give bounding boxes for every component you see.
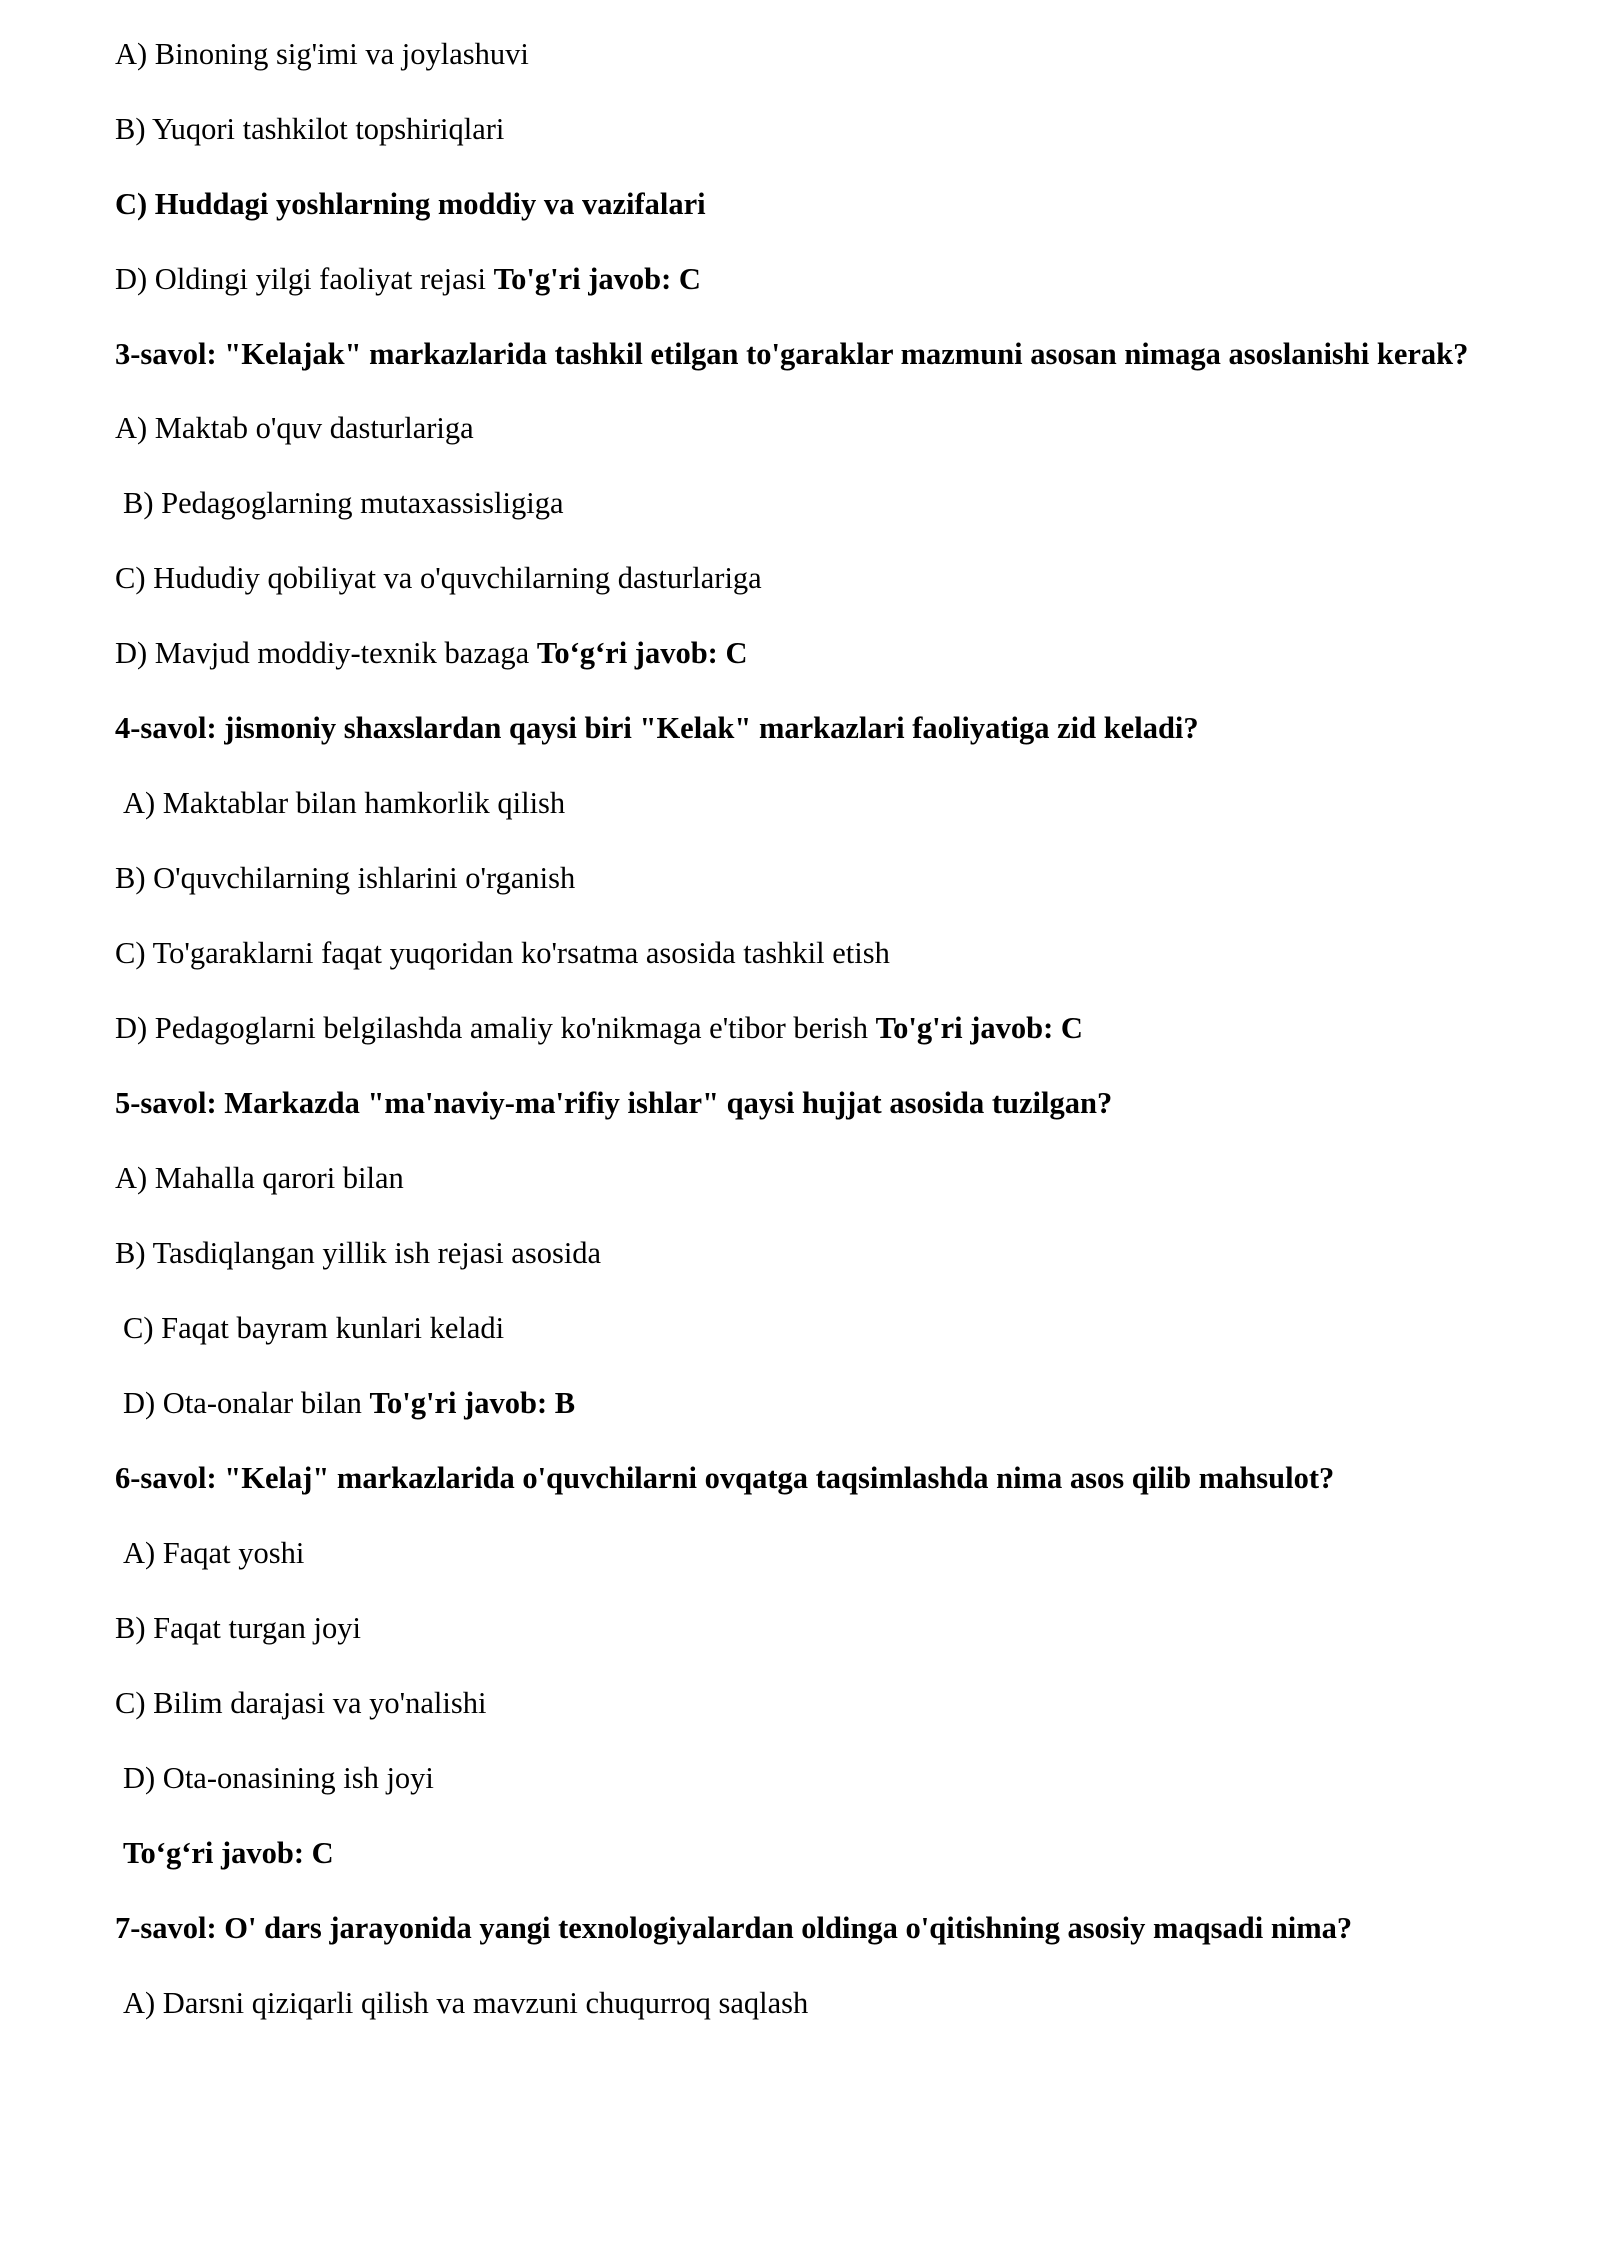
option-d [115,1010,1495,1046]
option-a: A) Maktablar bilan hamkorlik qilish [123,786,566,820]
option-b: B) O'quvchilarning ishlarini o'rganish [115,861,576,895]
question-4: 4-savol: jismoniy shaxslardan qaysi biri "Kelak" markazlari faoliyatiga zid keladi? [115,711,1199,745]
question-7: 7-savol: O' dars jarayonida yangi texnologiyalardan oldinga o'qitishning asosiy maqsadi nima? [115,1911,1353,1945]
option-a: A) Mahalla qarori bilan [115,1161,404,1195]
correct-answer: To‘g‘ri javob: C [536,636,748,670]
option-text: D) Oldingi yilgi faoliyat rejasi [115,262,494,296]
correct-answer: To'g'ri javob: B [369,1386,576,1420]
option-a: A) Binoning sig'imi va joylashuvi [115,37,529,71]
option-d [115,635,1495,671]
correct-answer: To‘g‘ri javob: C [123,1836,334,1870]
option-b: B) Pedagoglarning mutaxassisligiga [123,486,564,520]
option-a: A) Maktab o'quv dasturlariga [115,411,474,445]
document-page [115,36,1495,2060]
correct-answer: To'g'ri javob: C [493,262,701,296]
option-a: A) Faqat yoshi [123,1536,305,1570]
option-c: C) Huddagi yoshlarning moddiy va vazifalari [115,187,706,221]
question-6: 6-savol: "Kelaj" markazlarida o'quvchilarni ovqatga taqsimlashda nima asos qilib mahsulot? [115,1461,1335,1495]
option-text: D) Ota-onalar bilan [123,1386,370,1420]
correct-answer: To'g'ri javob: C [875,1011,1083,1045]
option-c: C) Hududiy qobiliyat va o'quvchilarning dasturlariga [115,561,762,595]
option-d: D) Ota-onasining ish joyi [123,1761,434,1795]
option-b: B) Tasdiqlangan yillik ish rejasi asosida [115,1236,602,1270]
option-a: A) Darsni qiziqarli qilish va mavzuni chuqurroq saqlash [123,1986,809,2020]
option-c: C) Faqat bayram kunlari keladi [123,1311,505,1345]
option-b: B) Yuqori tashkilot topshiriqlari [115,112,505,146]
option-text: D) Mavjud moddiy-texnik bazaga [115,636,537,670]
option-text: D) Pedagoglarni belgilashda amaliy ko'nikmaga e'tibor berish [115,1011,876,1045]
question-3: 3-savol: "Kelajak" markazlarida tashkil etilgan to'garaklar mazmuni asosan nimaga asoslanishi kerak? [115,337,1469,371]
question-5: 5-savol: Markazda "ma'naviy-ma'rifiy ishlar" qaysi hujjat asosida tuzilgan? [115,1086,1113,1120]
option-d [115,261,1495,297]
option-c: C) Bilim darajasi va yo'nalishi [115,1686,487,1720]
option-b: B) Faqat turgan joyi [115,1611,361,1645]
option-d [115,1385,1495,1421]
option-c: C) To'garaklarni faqat yuqoridan ko'rsatma asosida tashkil etish [115,936,890,970]
